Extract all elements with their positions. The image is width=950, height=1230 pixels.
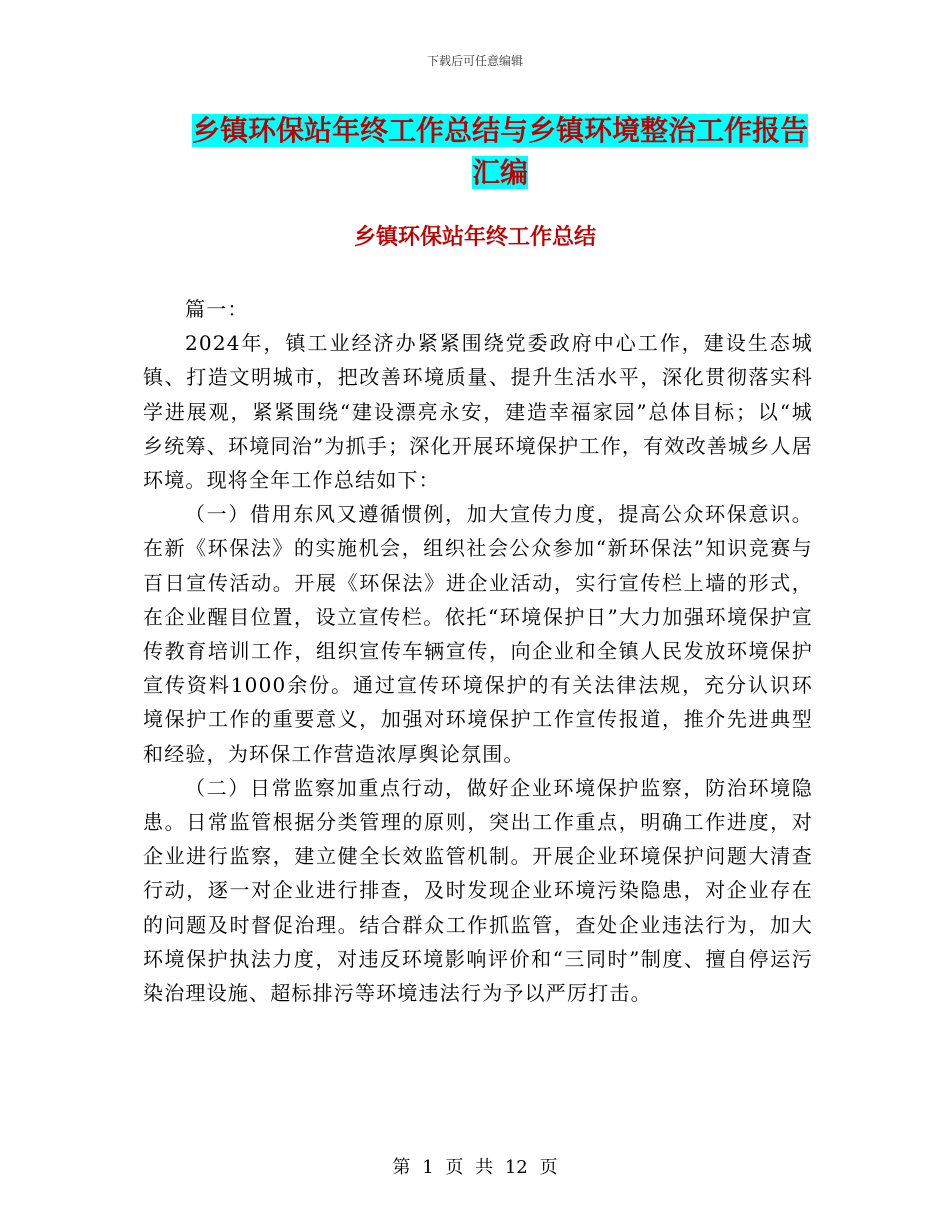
page-footer: 第 1 页 共 12 页: [392, 1157, 558, 1178]
body-text: [143, 292, 813, 1010]
paragraph-label: 篇一：: [185, 297, 249, 321]
section-title: 乡镇环保站年终工作总结: [353, 225, 596, 250]
paragraph-section-2: （二）日常监察加重点行动，做好企业环境保护监察，防治环境隐患。日常监管根据分类管理的原则，突出工作重点，明确工作进度，对企业进行监察，建立健全长效监管机制。开展企业环境保护问题大清查行动，逐一对企业进行排查，及时发现企业环境污染隐患，对企业存在的问题及时督促治理。结合群众工作抓监管，查处企业违法行为，加大环境保护执法力度，对违反环境影响评价和“三同时”制度、擅自停运污染治理设施、超标排污等环境违法行为予以严厉打击。: [143, 775, 813, 1006]
paragraph-intro: 2024年，镇工业经济办紧紧围绕党委政府中心工作，建设生态城镇、打造文明城市，把改善环境质量、提升生活水平，深化贯彻落实科学进展观，紧紧围绕“建设漂亮永安，建造幸福家园”总体目标；以“城乡统筹、环境同治”为抓手；深化开展环境保护工作，有效改善城乡人居环境。现将全年工作总结如下：: [143, 331, 813, 493]
document-title: [190, 110, 810, 194]
document-title-text: 乡镇环保站年终工作总结与乡镇环境整治工作报告汇编: [191, 114, 808, 189]
paragraph-section-1: （一）借用东风又遵循惯例，加大宣传力度，提高公众环保意识。在新《环保法》的实施机会，组织社会公众参加“新环保法”知识竞赛与百日宣传活动。开展《环保法》进企业活动，实行宣传栏上墙的形式，在企业醒目位置，设立宣传栏。依托“环境保护日”大力加强环境保护宣传教育培训工作，组织宣传车辆宣传，向企业和全镇人民发放环境保护宣传资料1000余份。通过宣传环境保护的有关法律法规，充分认识环境保护工作的重要意义，加强对环境保护工作宣传报道，推介先进典型和经验，为环保工作营造浓厚舆论氛围。: [143, 502, 813, 766]
header-note: 下载后可任意编辑: [426, 54, 523, 68]
